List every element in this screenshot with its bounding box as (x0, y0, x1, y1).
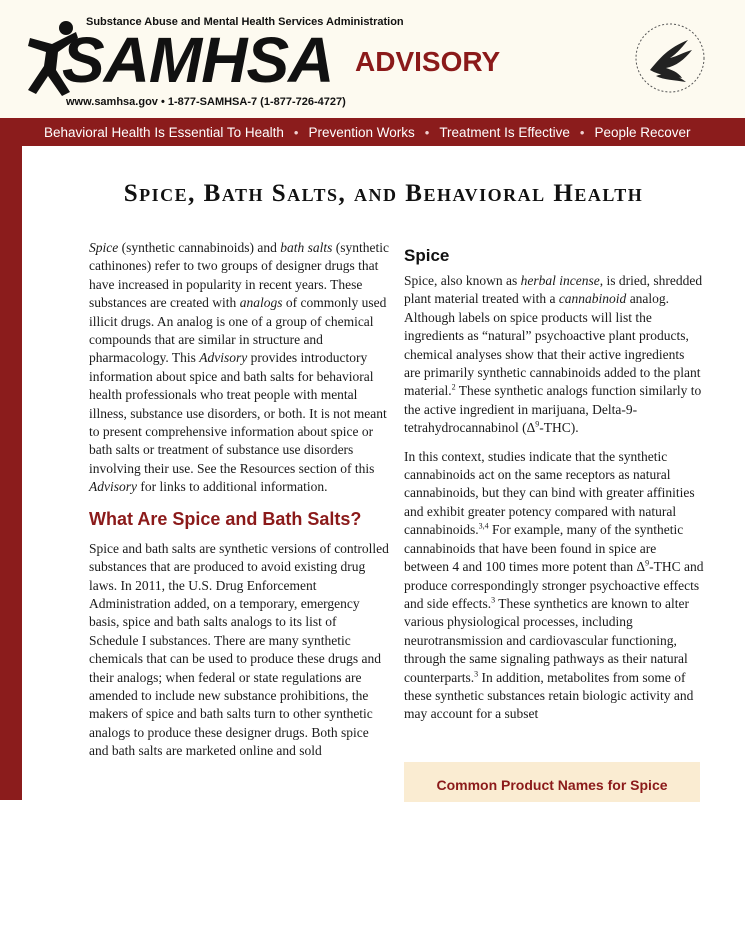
header (0, 0, 745, 118)
issue-sidebar (0, 146, 22, 946)
banner-item-prevention: Prevention Works (308, 124, 415, 140)
right-column (404, 246, 704, 734)
banner-separator: • (424, 124, 430, 140)
page-title: Spice, Bath Salts, and Behavioral Health (123, 180, 644, 207)
banner-item-treatment: Treatment Is Effective (439, 124, 570, 140)
banner-item-health: Behavioral Health Is Essential To Health (44, 124, 284, 140)
issue-number: Issue 2 (2, 866, 17, 906)
hhs-eagle-seal-icon (630, 18, 710, 98)
left-column (89, 239, 389, 771)
volume-label: e 13 (2, 922, 17, 946)
spice-paragraph-2: In this context, studies indicate that the synthetic cannabinoids act on the same receptors as natural cannabinoids, but they can bind with greater affinities and exhibit greater potency compared with natural cannabinoids.$^{3,4}$ For example, many of the synthetic cannabinoids that have been found in spice are between 4 and 100 times more potent than $\Delta^9$-THC and produce correspondingly stronger psychoactive effects and side effects.$^3$ These synthetics are known to alter various physiological processes, including neurotransmission and cardiovascular functioning, through the same signaling pathways as their natural counterparts.$^3$ In addition, metabolites from some of these synthetic substances retain biologic activity and may account for a subset (404, 448, 704, 722)
advisory-label: ADVISORY (355, 46, 501, 77)
section-heading-what-are: What Are Spice and Bath Salts? (89, 508, 362, 529)
samhsa-logo: SAMHSA (62, 24, 334, 96)
contact-line[interactable]: www.samhsa.gov • 1-877-SAMHSA-7 (1-877-726-4727) (66, 96, 346, 108)
intro-paragraph: Spice (synthetic cannabinoids) and bath salts (synthetic cathinones) refer to two groups of designer drugs that have increased in popularity in recent years. These substances are created with analogs of commonly used illicit drugs. An analog is one of a group of chemical compounds that are similar in structure and pharmacology. This Advisory provides introductory information about spice and bath salts for behavioral health professionals who treat people with mental illness, substance use disorders, or both. It is not meant to present comprehensive information about spice or bath salts or treatment of substance use disorders involving their use. See the Resources section of this Advisory for links to additional information. (89, 240, 389, 495)
section-heading-spice: Spice (404, 246, 450, 265)
agency-name: Substance Abuse and Mental Health Services Administration (86, 16, 404, 28)
product-names-callout (404, 762, 700, 802)
banner-separator: • (293, 124, 299, 140)
spice-paragraph-1: Spice, also known as herbal incense, is dried, shredded plant material treated with a cannabinoid analog. Although labels on spice products will list the ingredients as “natural” psychoactive plant products, chemical analyses show that their active ingredients are primarily synthetic cannabinoids added to the plant material.$^2$ These synthetic analogs function similarly to the active ingredient in marijuana, Delta-9-tetrahydrocannabinol $(\Delta^9-THC)$. (404, 273, 703, 436)
banner-separator: • (579, 124, 585, 140)
banner-item-recover: People Recover (594, 124, 691, 140)
issue-label (2, 866, 18, 946)
callout-title: Common Product Names for Spice (436, 777, 668, 793)
sidebar-separator: • (2, 911, 17, 917)
slogan-banner (0, 118, 745, 146)
definition-paragraph: Spice and bath salts are synthetic versions of controlled substances that are produced to avoid existing drug laws. In 2011, the U.S. Drug Enforcement Administration added, on a temporary, emergency basis, spice and bath salts analogs to its list of Schedule I substances. There are many synthetic chemicals that can be used to produce these drugs and their analogs; when federal or state regulations are amended to include new substance prohibitions, the makers of spice and bath salts turn to other synthetic analogs to produce these designer drugs. Both spice and bath salts are marketed online and sold (89, 540, 389, 759)
